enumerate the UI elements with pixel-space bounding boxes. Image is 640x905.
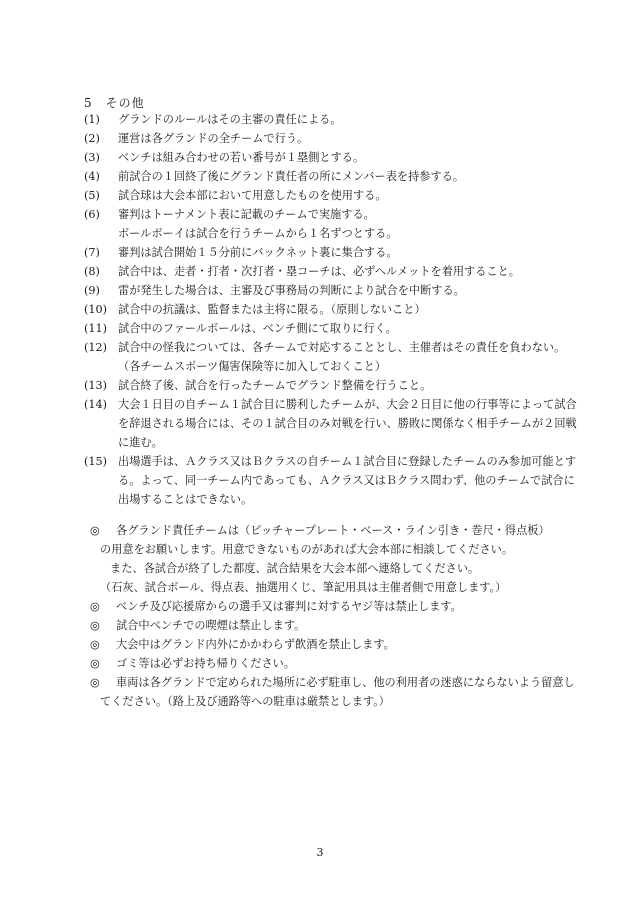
note-item <box>84 521 584 540</box>
double-circle-icon: ◎ <box>90 600 100 613</box>
item-number <box>84 224 118 243</box>
list-item <box>84 395 584 452</box>
item-text: 審判はトーナメント表に記載のチームで実施する。 <box>118 208 375 221</box>
double-circle-icon: ◎ <box>90 638 100 651</box>
list-item-continuation <box>84 357 584 376</box>
note-text: 大会中はグランド内外にかかわらず飲酒を禁止します。 <box>116 638 395 651</box>
item-number: (14) <box>84 398 107 411</box>
double-circle-icon: ◎ <box>90 676 100 689</box>
notes-section <box>84 521 584 711</box>
item-text: 試合球は大会本部において用意したものを使用する。 <box>118 189 387 202</box>
double-circle-icon: ◎ <box>90 657 100 670</box>
note-text: 試合中ベンチでの喫煙は禁止します。 <box>116 619 306 632</box>
list-item <box>84 205 584 224</box>
list-item-continuation <box>84 224 584 243</box>
item-number: (4) <box>84 170 100 183</box>
note-item <box>84 597 584 616</box>
item-number: (15) <box>84 455 107 468</box>
note-text: また、各試合が終了した都度、試合結果を大会本部へ連絡してください。 <box>110 562 480 575</box>
item-number <box>84 357 118 376</box>
list-item <box>84 319 584 338</box>
page-number: 3 <box>316 846 324 859</box>
note-item <box>84 635 584 654</box>
note-text: ゴミ等は必ずお持ち帰りください。 <box>116 657 296 670</box>
item-number: (9) <box>84 284 100 297</box>
item-number: (1) <box>84 113 100 126</box>
list-item <box>84 148 584 167</box>
item-number: (7) <box>84 246 100 259</box>
item-text: 試合終了後、試合を行ったチームでグランド整備を行うこと。 <box>118 379 432 392</box>
note-item <box>84 654 584 673</box>
section-heading: 5 その他 <box>84 96 145 110</box>
item-text: 試合中の抗議は、監督または主将に限る。（原則しないこと） <box>118 303 426 316</box>
list-item <box>84 129 584 148</box>
item-number: (6) <box>84 208 100 221</box>
double-circle-icon: ◎ <box>90 619 100 632</box>
item-number: (12) <box>84 341 107 354</box>
note-text: てください。（路上及び通路等への駐車は厳禁とします。） <box>100 695 390 708</box>
list-item <box>84 262 584 281</box>
item-text: 試合中のファールボールは、ベンチ側にて取りに行く。 <box>118 322 397 335</box>
note-item <box>84 673 584 692</box>
item-text: ベンチは組み合わせの若い番号が１塁側とする。 <box>118 151 365 164</box>
item-number: (10) <box>84 303 107 316</box>
note-text: （石灰、試合ボール、得点表、抽選用くじ、筆記用具は主催者側で用意します。） <box>100 581 507 594</box>
note-item <box>84 616 584 635</box>
item-text: 出場選手は、Ａクラス又はＢクラスの自チーム１試合目に登録したチームのみ参加可能とする。よって、同一チーム内であっても、Ａクラス又はＢクラス問わず、他のチームで試合に出場することはできない。 <box>118 455 577 506</box>
item-text: 運営は各グランドの全チームで行う。 <box>118 132 309 145</box>
list-item <box>84 338 584 357</box>
item-number: (11) <box>84 322 107 335</box>
note-text: 車両は各グランドで定められた場所に必ず駐車し、他の利用者の迷惑にならないよう留意し <box>116 676 575 689</box>
rules-list <box>84 110 584 509</box>
note-text: ベンチ及び応援席からの選手又は審判に対するヤジ等は禁止します。 <box>116 600 462 613</box>
list-item <box>84 281 584 300</box>
item-text: 審判は試合開始１５分前にバックネット裏に集合する。 <box>118 246 398 259</box>
note-text: の用意をお願いします。用意できないものがあれば大会本部に相談してください。 <box>100 543 514 556</box>
item-number: (5) <box>84 189 100 202</box>
item-text: 試合中は、走者・打者・次打者・塁コーチは、必ずヘルメットを着用すること。 <box>118 265 520 278</box>
item-text: 試合中の怪我については、各チームで対応することとし、主催者はその責任を負わない。 <box>118 341 566 354</box>
list-item <box>84 186 584 205</box>
double-circle-icon: ◎ <box>90 524 100 537</box>
item-text: 大会１日目の自チーム１試合目に勝利したチームが、大会２日目に他の行事等によって試合を辞退される場合には、その１試合目のみ対戦を行い、勝敗に関係なく相手チームが２回戦に進む。 <box>118 398 577 449</box>
note-text: 各グランド責任チームは（ピッチャープレート・ベース・ライン引き・巻尺・得点板） <box>116 524 550 537</box>
item-text: （各チームスポーツ傷害保険等に加入しておくこと） <box>118 360 387 373</box>
item-number: (13) <box>84 379 107 392</box>
item-number: (8) <box>84 265 100 278</box>
list-item <box>84 167 584 186</box>
list-item <box>84 300 584 319</box>
list-item <box>84 376 584 395</box>
item-number: (3) <box>84 151 100 164</box>
item-text: グランドのルールはその主審の責任による。 <box>118 113 342 126</box>
item-text: ボールボーイは試合を行うチームから１名ずつとする。 <box>118 227 398 240</box>
list-item <box>84 243 584 262</box>
list-item <box>84 452 584 509</box>
item-text: 前試合の１回終了後にグランド責任者の所にメンバー表を持参する。 <box>118 170 465 183</box>
item-number: (2) <box>84 132 100 145</box>
item-text: 雷が発生した場合は、主審及び事務局の判断により試合を中断する。 <box>118 284 465 297</box>
list-item <box>84 110 584 129</box>
